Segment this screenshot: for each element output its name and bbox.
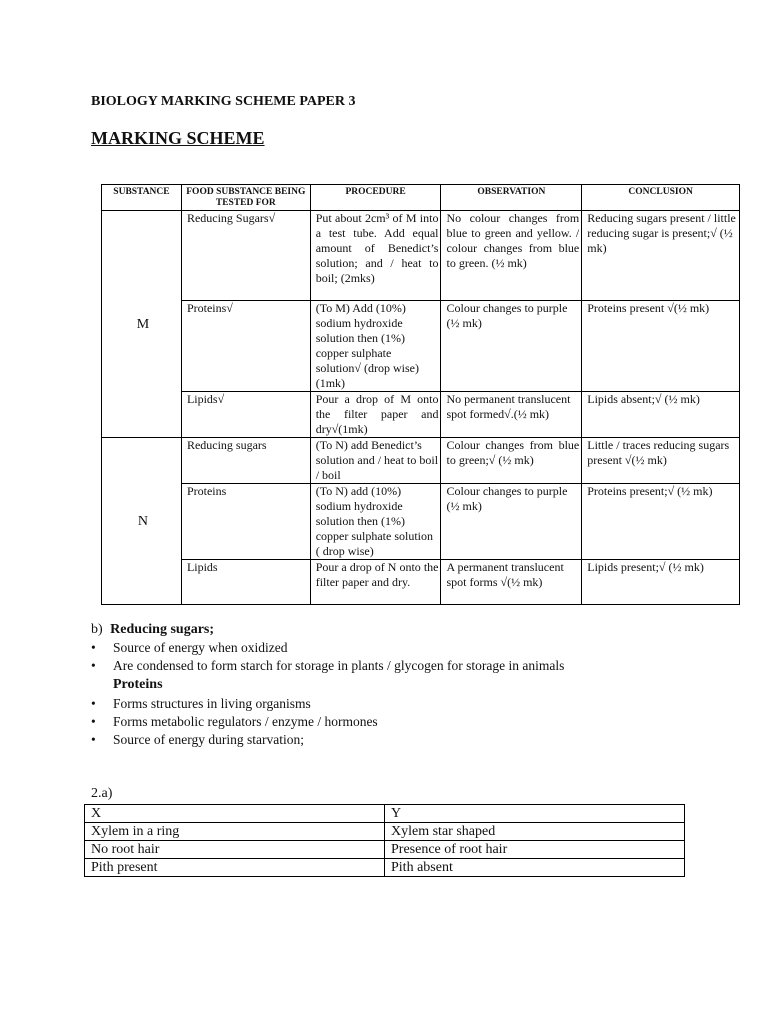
cell-y: Presence of root hair (385, 841, 685, 859)
bullet-icon: • (91, 640, 96, 655)
conclusion-cell: Little / traces reducing sugars present √(½ mk) (582, 438, 740, 484)
food-cell: Proteins (181, 484, 310, 560)
food-cell: Reducing Sugars√ (181, 211, 310, 301)
food-cell: Reducing sugars (181, 438, 310, 484)
observation-cell: No permanent translucent spot formed√.(½ mk) (441, 392, 582, 438)
header-substance: SUBSTANCE (102, 185, 182, 211)
list-item: • Source of energy when oxidized (91, 640, 288, 655)
food-test-table (101, 184, 740, 605)
observation-cell: Colour changes to purple (½ mk) (441, 301, 582, 392)
procedure-cell: Pour a drop of N onto the filter paper and dry. (310, 560, 441, 605)
proteins-list (91, 695, 731, 749)
bullet-icon: • (91, 732, 96, 747)
food-cell: Lipids (181, 560, 310, 605)
question-2a-label: 2.a) (91, 786, 113, 801)
part-b-section (91, 621, 731, 749)
food-cell: Proteins√ (181, 301, 310, 392)
reducing-sugars-heading: Reducing sugars; (110, 622, 215, 637)
table-row (102, 392, 740, 438)
table-row (102, 211, 740, 301)
bullet-icon: • (91, 696, 96, 711)
cell-y: Xylem star shaped (385, 823, 685, 841)
observation-cell: Colour changes from blue to green;√ (½ mk) (441, 438, 582, 484)
marking-scheme-heading: MARKING SCHEME (91, 128, 265, 148)
header-x: X (85, 805, 385, 823)
conclusion-cell: Proteins present;√ (½ mk) (582, 484, 740, 560)
header-y: Y (385, 805, 685, 823)
table-row (102, 560, 740, 605)
substance-cell: N (102, 438, 182, 605)
table-row (102, 484, 740, 560)
xy-comparison-table (84, 804, 685, 877)
table-row (102, 301, 740, 392)
table-row (85, 823, 685, 841)
substance-cell: M (102, 211, 182, 438)
conclusion-cell: Lipids present;√ (½ mk) (582, 560, 740, 605)
procedure-cell: (To N) add Benedict’s solution and / heat to boil / boil (310, 438, 441, 484)
table-row (85, 859, 685, 877)
part-b-label: b) (91, 622, 103, 637)
procedure-cell: Put about 2cm³ of M into a test tube. Add equal amount of Benedict’s solution; and / heat to boil; (2mks) (310, 211, 441, 301)
list-item: • Source of energy during starvation; (91, 732, 304, 747)
bullet-icon: • (91, 714, 96, 729)
document-title: BIOLOGY MARKING SCHEME PAPER 3 (91, 94, 356, 109)
cell-x: Pith present (85, 859, 385, 877)
header-observation: OBSERVATION (441, 185, 582, 211)
observation-cell: Colour changes to purple (½ mk) (441, 484, 582, 560)
observation-cell: No colour changes from blue to green and yellow. / colour changes from blue to green. (½ mk) (441, 211, 582, 301)
cell-x: Xylem in a ring (85, 823, 385, 841)
procedure-cell: Pour a drop of M onto the filter paper and dry√(1mk) (310, 392, 441, 438)
reducing-sugars-list (91, 639, 731, 675)
table-header-row (102, 185, 740, 211)
header-conclusion: CONCLUSION (582, 185, 740, 211)
conclusion-cell: Lipids absent;√ (½ mk) (582, 392, 740, 438)
table-header-row (85, 805, 685, 823)
procedure-cell: (To M) Add (10%) sodium hydroxide solution then (1%) copper sulphate solution√ (drop wise)(1mk) (310, 301, 441, 392)
header-food-substance: FOOD SUBSTANCE BEING TESTED FOR (181, 185, 310, 211)
list-item: • Are condensed to form starch for storage in plants / glycogen for storage in animals (91, 658, 565, 673)
observation-cell: A permanent translucent spot forms √(½ mk) (441, 560, 582, 605)
list-item: • Forms metabolic regulators / enzyme / hormones (91, 714, 378, 729)
cell-y: Pith absent (385, 859, 685, 877)
list-item: • Forms structures in living organisms (91, 696, 311, 711)
conclusion-cell: Proteins present √(½ mk) (582, 301, 740, 392)
food-cell: Lipids√ (181, 392, 310, 438)
header-procedure: PROCEDURE (310, 185, 441, 211)
table-row (102, 438, 740, 484)
bullet-icon: • (91, 658, 96, 673)
cell-x: No root hair (85, 841, 385, 859)
table-row (85, 841, 685, 859)
procedure-cell: (To N) add (10%) sodium hydroxide solution then (1%) copper sulphate solution ( drop wise) (310, 484, 441, 560)
proteins-heading: Proteins (113, 677, 163, 692)
part-b-heading (91, 621, 731, 639)
conclusion-cell: Reducing sugars present / little reducing sugar is present;√ (½ mk) (582, 211, 740, 301)
